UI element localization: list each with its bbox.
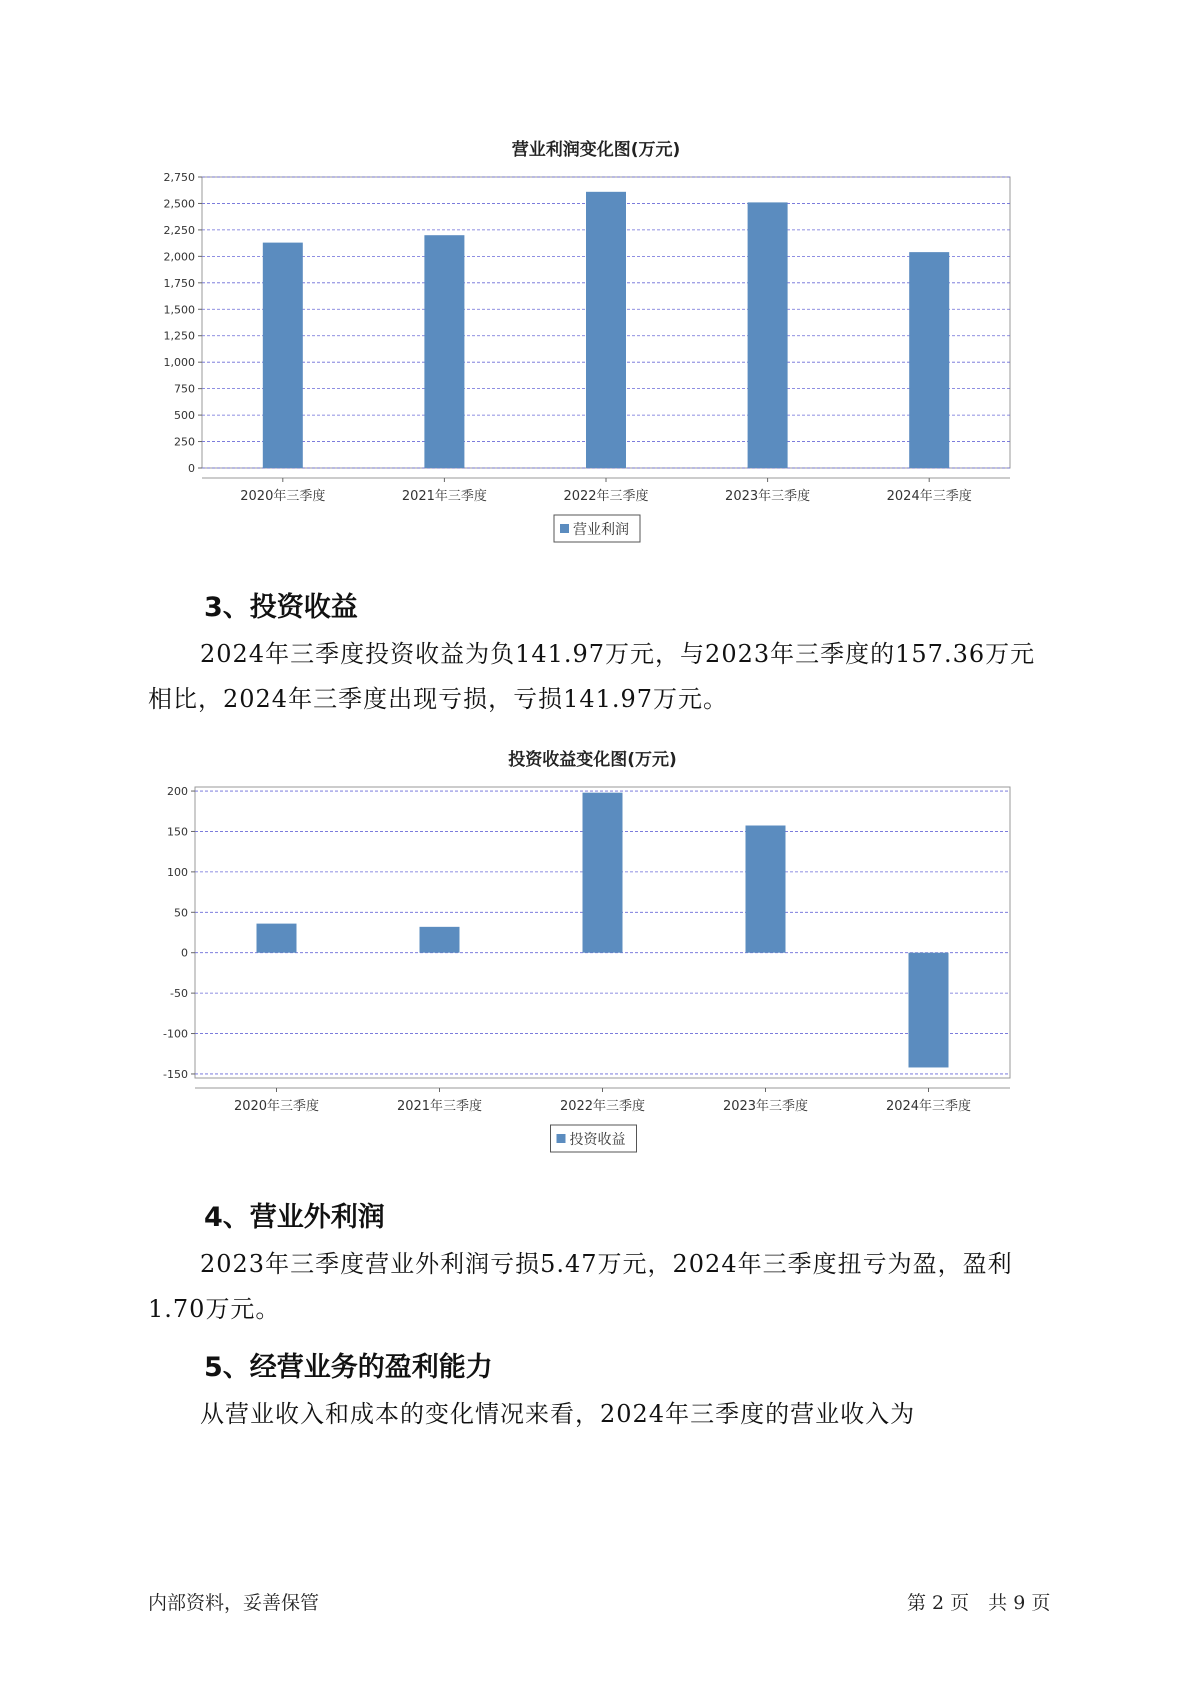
y-tick-label: 750 [174,382,195,396]
chart-title: 投资收益变化图(万元) [508,750,677,770]
bar [909,252,949,468]
bar [586,192,626,468]
section-4-paragraph: 2023年三季度营业外利润亏损5.47万元，2024年三季度扭亏为盈，盈利1.70万元。 [148,1250,1013,1323]
x-tick-label: 2022年三季度 [559,1099,646,1114]
bar [424,235,464,468]
legend-swatch [560,524,569,533]
bar [263,243,303,468]
bar [420,927,460,953]
y-tick-label: 2,500 [163,197,195,211]
y-tick-label: 0 [188,462,195,475]
y-tick-label: 1,250 [163,329,195,343]
y-tick-label: 200 [167,785,188,799]
y-tick-label: 2,000 [163,250,195,264]
operating-profit-chart [140,135,1040,555]
bar [748,202,788,468]
y-tick-label: -150 [163,1067,188,1081]
section-3-heading: 3、投资收益 [204,592,358,623]
y-tick-label: 150 [167,825,188,839]
y-tick-label: -100 [163,1027,188,1041]
y-tick-label: 0 [181,946,188,960]
x-tick-label: 2023年三季度 [722,1099,809,1114]
x-tick-label: 2021年三季度 [396,1099,483,1114]
footer-page-number: 第 2 页 共 9 页 [907,1592,1051,1614]
y-tick-label: 500 [174,409,195,423]
operating-profit-chart-svg [140,135,1040,555]
section-3-paragraph: 2024年三季度投资收益为负141.97万元，与2023年三季度的157.36万元相比，2024年三季度出现亏损，亏损141.97万元。 [148,640,1036,713]
investment-income-chart [140,745,1040,1165]
chart-title: 营业利润变化图(万元) [511,140,681,160]
x-tick-label: 2020年三季度 [240,489,326,504]
x-tick-label: 2023年三季度 [725,489,811,504]
y-tick-label: 2,750 [163,171,195,184]
y-tick-label: 1,500 [163,303,195,317]
y-tick-label: 250 [174,435,195,449]
y-tick-label: 2,250 [163,223,195,237]
y-tick-label: 100 [167,865,188,879]
y-tick-label: -50 [170,987,188,1001]
y-tick-label: 50 [174,906,188,920]
y-tick-label: 1,750 [163,276,195,290]
legend-label: 营业利润 [573,522,629,538]
legend-swatch [557,1134,566,1143]
bar [257,924,297,953]
x-tick-label: 2024年三季度 [885,1099,972,1114]
footer-confidential: 内部资料，妥善保管 [148,1592,320,1614]
legend-label: 投资收益 [569,1132,626,1148]
bar [583,793,623,953]
section-4-heading: 4、营业外利润 [204,1202,385,1233]
bar [746,826,786,953]
investment-income-chart-svg [140,745,1040,1165]
bar [909,953,949,1068]
section-5-heading: 5、经营业务的盈利能力 [204,1352,493,1383]
y-tick-label: 1,000 [163,356,195,370]
x-tick-label: 2020年三季度 [233,1099,320,1114]
x-tick-label: 2024年三季度 [886,489,972,504]
section-5-paragraph: 从营业收入和成本的变化情况来看，2024年三季度的营业收入为 [200,1400,916,1428]
x-tick-label: 2021年三季度 [401,489,487,504]
x-tick-label: 2022年三季度 [563,489,649,504]
